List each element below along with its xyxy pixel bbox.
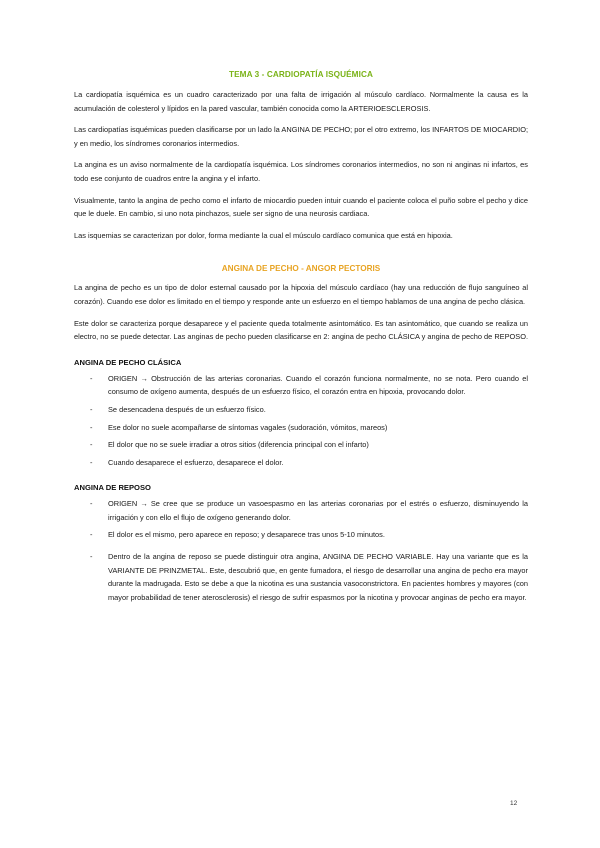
list-item-text: ORIGEN → Se cree que se produce un vasoespasmo en las arterias coronarias por el estrés o esfuerzo, disminuyendo la irrigación y con ello el flujo de oxígeno generando dolor. [108,499,528,522]
reposo-heading: ANGINA DE REPOSO [74,483,151,493]
intro-paragraph: Las isquemias se caracterizan por dolor, forma mediante la cual el músculo cardíaco comunica que está en hipoxia. [74,230,453,240]
list-item [74,438,528,452]
list-item [74,403,528,417]
intro-paragraph: Visualmente, tanto la angina de pecho como el infarto de miocardio pueden intuir cuando el paciente coloca el puño sobre el pecho y dice que le duele. En cambio, si uno nota pinchazos, suele ser signo de una neurosis cardiaca. [74,195,528,219]
list-item-text: Dentro de la angina de reposo se puede distinguir otra angina, ANGINA DE PECHO VARIABLE. Hay una variante que es la VARIANTE DE PRINZMETAL. Este, descubrió que, en gente fumadora, el riesgo de desarrollar una angina de pecho era mayor durante la madrugada. Esto se debe a que la nicotina es una sustancia vasoconstrictora. En pacientes hombres y mayores (con mayor probabilidad de tener aterosclerosis) el riesgo de sufrir espasmos por la nicotina y provocar anginas de pecho era mayor. [108,552,528,602]
intro-paragraph: La angina es un aviso normalmente de la cardiopatía isquémica. Los síndromes coronarios intermedios, no son ni anginas ni infartos, es todo ese conjunto de cuadros entre la angina y el infarto. [74,160,528,183]
clasica-heading: ANGINA DE PECHO CLÁSICA [74,357,182,367]
bullet-dash: - [90,499,93,509]
bullet-dash: - [90,440,93,450]
list-item-text: El dolor que no se suele irradiar a otros sitios (diferencia principal con el infarto) [108,440,369,450]
angina-paragraph: La angina de pecho es un tipo de dolor esternal causado por la hipoxia del músculo cardíaco (hay una reducción de flujo sanguíneo al corazón). Cuando ese dolor es limitado en el tiempo y responde ante un esfuerzo en el tiempo hablamos de una angina de pecho clásica. [74,283,528,306]
reposo-list [74,497,528,604]
bullet-dash: - [90,552,93,562]
document-page [74,70,528,608]
page-number: 12 [510,800,518,807]
page-title: TEMA 3 - CARDIOPATÍA ISQUÉMICA [228,70,373,79]
list-item-text: Ese dolor no suele acompañarse de síntomas vagales (sudoración, vómitos, mareos) [108,422,388,432]
bullet-dash: - [90,530,93,540]
section-subtitle: ANGINA DE PECHO - ANGOR PECTORIS [221,264,381,274]
list-item [74,372,528,399]
bullet-dash: - [90,457,93,467]
list-item [74,528,528,542]
bullet-dash: - [90,404,93,414]
clasica-list [74,372,528,470]
list-item [74,456,528,470]
list-item-text: ORIGEN → Obstrucción de las arterias coronarias. Cuando el corazón funciona normalmente, no se nota. Pero cuando el consumo de oxígeno aumenta, después de un esfuerzo físico, el corazón entra en hipoxia, provocando dolor. [108,373,528,397]
bullet-dash: - [90,373,93,383]
list-item-text: El dolor es el mismo, pero aparece en reposo; y desaparece tras unos 5-10 minutos. [108,530,385,540]
intro-paragraph: La cardiopatía isquémica es un cuadro caracterizado por una falta de irrigación al músculo cardíaco. Normalmente la causa es la acumulación de colesterol y lípidos en la pared vascular, también conocida como la ARTERIOESCLEROSIS. [74,90,528,113]
list-item [74,550,528,604]
list-item [74,497,528,524]
bullet-dash: - [90,422,93,432]
intro-paragraph: Las cardiopatías isquémicas pueden clasificarse por un lado la ANGINA DE PECHO; por el otro extremo, los INFARTOS DE MIOCARDIO; y en medio, los síndromes coronarios intermedios. [74,125,528,148]
list-item-text: Cuando desaparece el esfuerzo, desaparece el dolor. [108,457,284,467]
angina-paragraph: Este dolor se caracteriza porque desaparece y el paciente queda totalmente asintomático. Es tan asintomático, que cuando se realiza un electro, no se puede detectar. Las anginas de pecho pueden clasificarse en 2: angina de pecho CLÁSICA y angina de pecho de REPOSO. [74,318,529,342]
list-item [74,421,528,435]
list-item-text: Se desencadena después de un esfuerzo físico. [108,404,266,414]
